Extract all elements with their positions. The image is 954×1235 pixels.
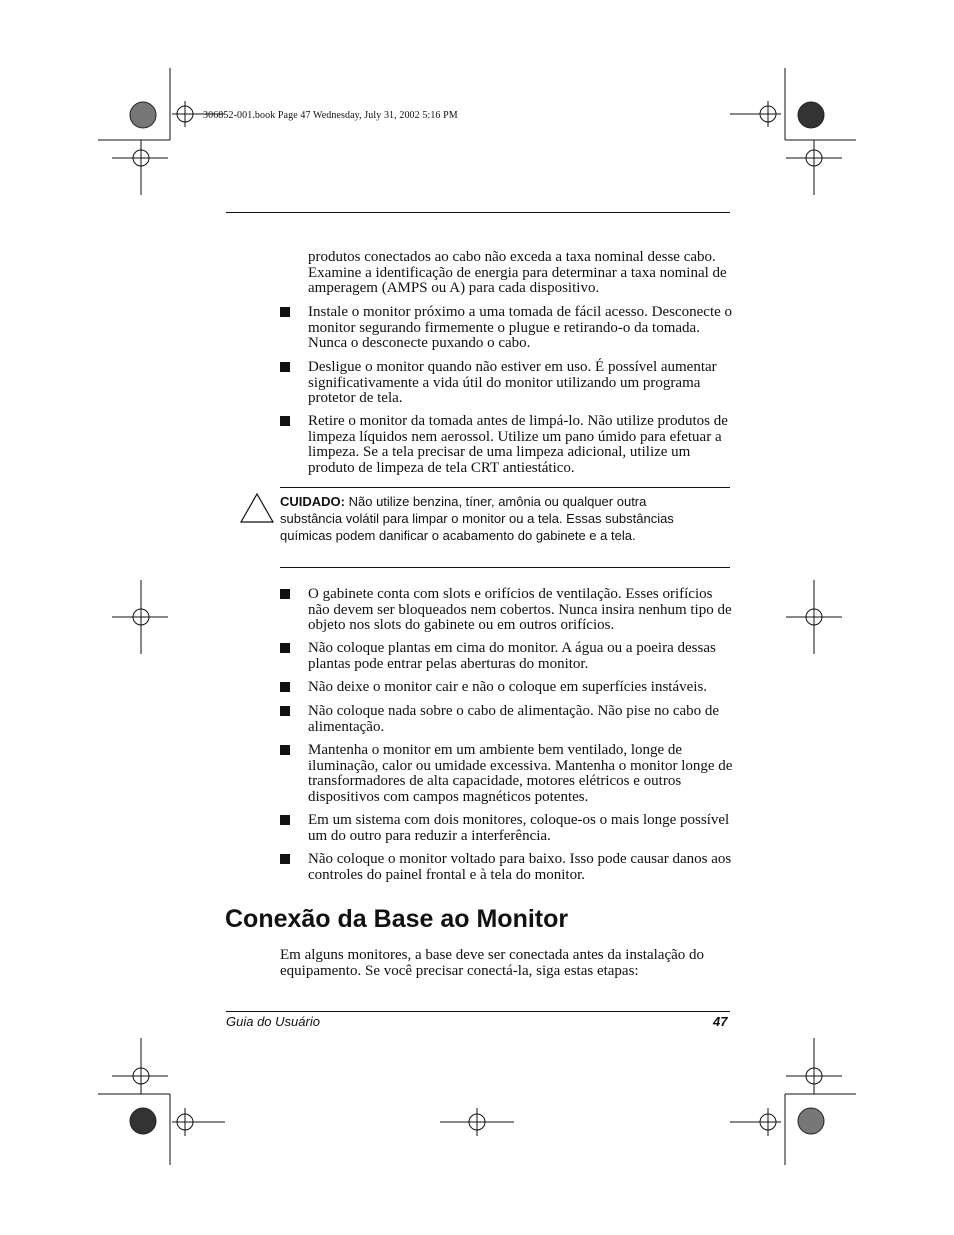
bullet-square-icon bbox=[280, 362, 290, 372]
page-number: 47 bbox=[713, 1014, 728, 1029]
header-rule bbox=[226, 212, 730, 213]
caution-triangle-icon bbox=[241, 494, 273, 522]
caution-bottom-rule bbox=[280, 567, 730, 568]
caution-text: Não utilize benzina, tíner, amônia ou qualquer outra substância volátil para limpar o monitor ou a tela. Essas substâncias químicas podem danificar o acabamento do gabinete e a tela. bbox=[280, 494, 674, 543]
bullet-square-icon bbox=[280, 854, 290, 864]
caution-label: CUIDADO: bbox=[280, 494, 345, 509]
section-heading: Conexão da Base ao Monitor bbox=[225, 905, 569, 933]
bullet-square-icon bbox=[280, 706, 290, 716]
bullet-square-icon bbox=[280, 815, 290, 825]
print-slug: 306852-001.book Page 47 Wednesday, July 31, 2002 5:16 PM bbox=[203, 110, 458, 121]
bullet-square-icon bbox=[280, 416, 290, 426]
caution-top-rule bbox=[280, 487, 730, 488]
footer-title: Guia do Usuário bbox=[226, 1014, 320, 1029]
caution-note bbox=[280, 493, 700, 544]
intro-paragraph: Em alguns monitores, a base deve ser conectada antes da instalação do equipamento. Se você precisar conectá-la, siga estas etapas: bbox=[280, 947, 705, 979]
bullet-square-icon bbox=[280, 745, 290, 755]
bullet-square-icon bbox=[280, 682, 290, 692]
bullet-square-icon bbox=[280, 589, 290, 599]
footer-rule bbox=[226, 1011, 730, 1012]
bullet-square-icon bbox=[280, 643, 290, 653]
bullet-square-icon bbox=[280, 307, 290, 317]
continuation-paragraph: produtos conectados ao cabo não exceda a taxa nominal desse cabo. Examine a identificação de energia para determinar a taxa nominal de amperagem (AMPS ou A) para cada dispositivo. bbox=[308, 249, 727, 297]
